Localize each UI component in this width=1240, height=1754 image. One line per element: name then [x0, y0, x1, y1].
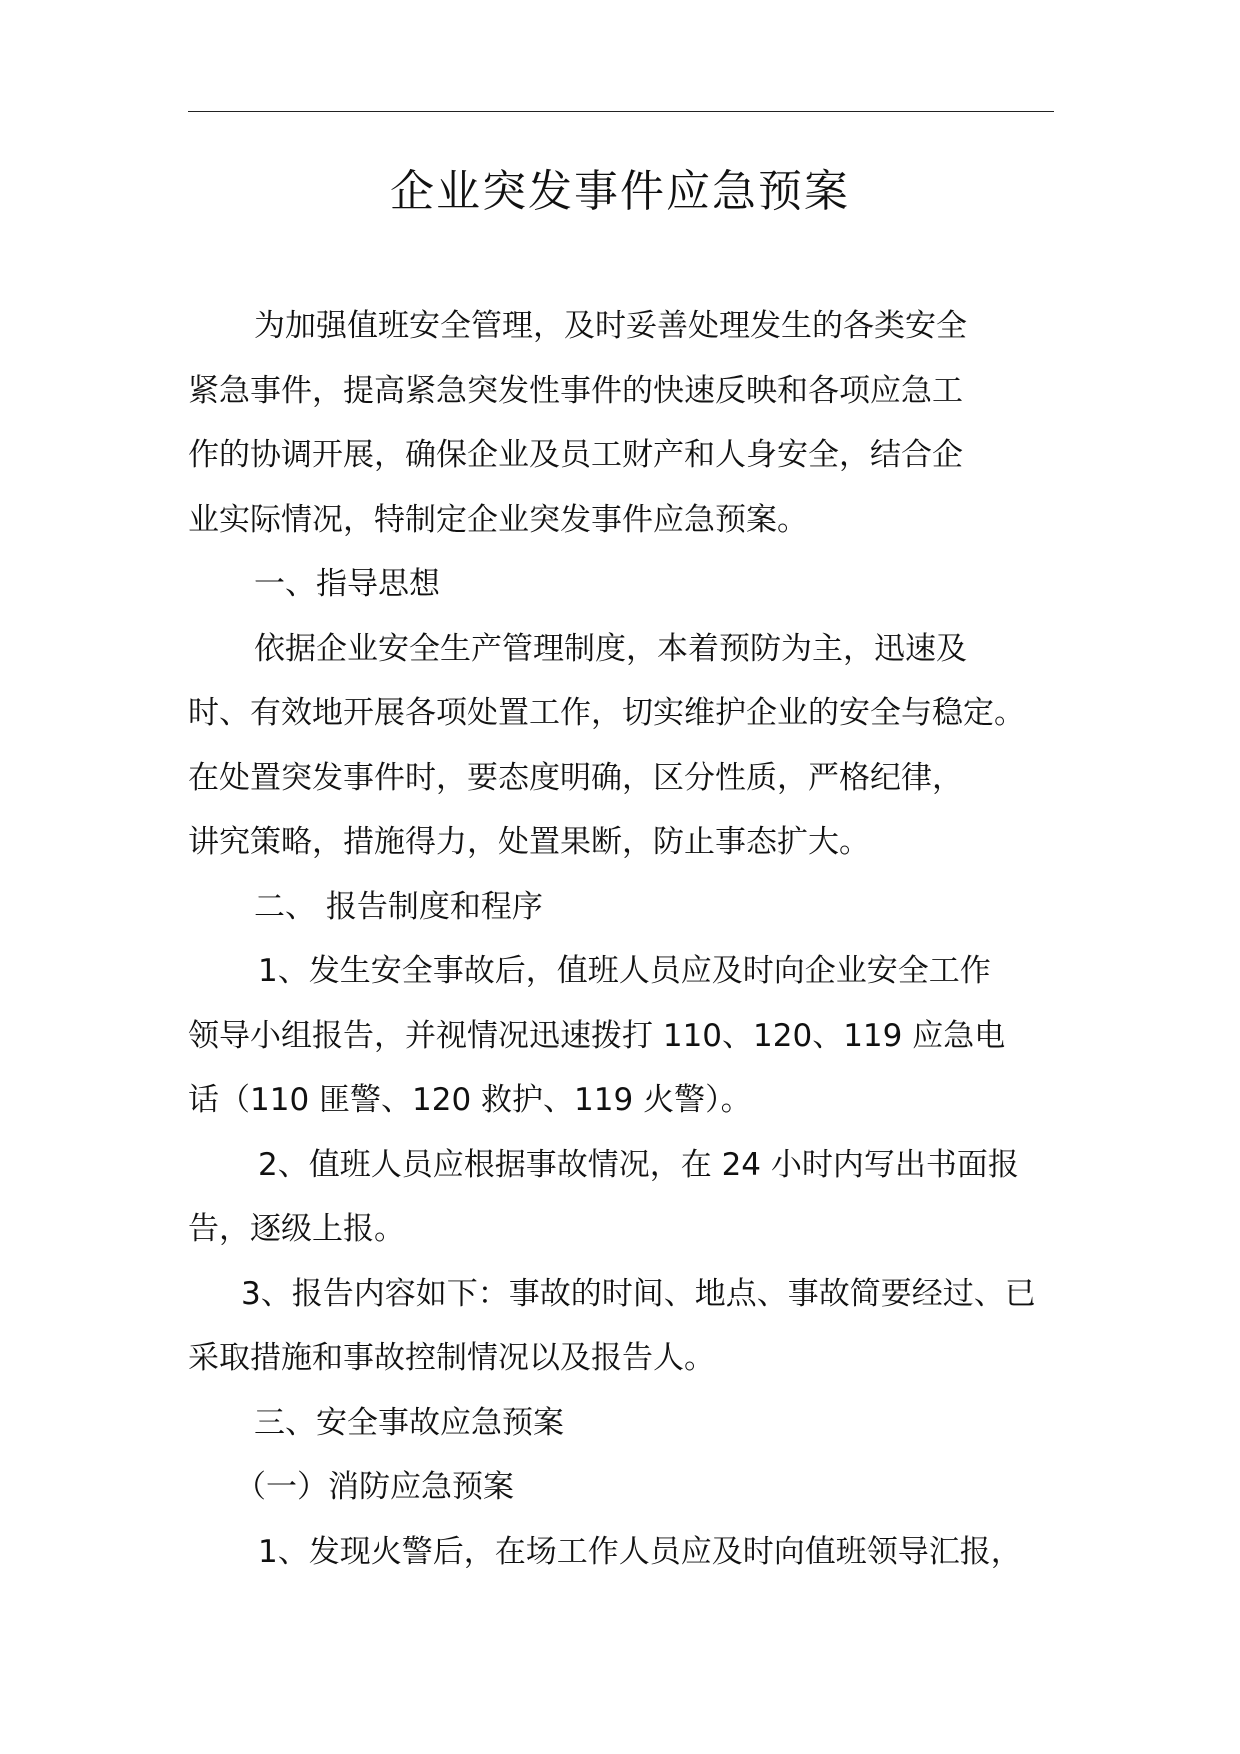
paragraph-line: 3、报告内容如下：事故的时间、地点、事故简要经过、已	[241, 1275, 1036, 1312]
paragraph-line: 紧急事件，提高紧急突发性事件的快速反映和各项应急工	[188, 372, 963, 409]
paragraph-line: 话（110 匪警、120 救护、119 火警）。	[188, 1082, 752, 1118]
paragraph-line: 1、发生安全事故后，值班人员应及时向企业安全工作	[258, 953, 991, 989]
paragraph-line: 为加强值班安全管理，及时妥善处理发生的各类安全	[254, 308, 967, 344]
subsection-heading: （一）消防应急预案	[235, 1469, 514, 1505]
paragraph-line: 2、值班人员应根据事故情况，在 24 小时内写出书面报	[258, 1146, 1019, 1183]
paragraph-line: 业实际情况，特制定企业突发事件应急预案。	[188, 501, 808, 538]
paragraph-line: 领导小组报告，并视情况迅速拨打 110、120、119 应急电	[188, 1017, 1006, 1054]
paragraph-line: 1、发现火警后，在场工作人员应及时向值班领导汇报，	[258, 1533, 1022, 1570]
paragraph-line: 作的协调开展，确保企业及员工财产和人身安全，结合企	[188, 437, 963, 473]
section-heading: 一、指导思想	[254, 566, 440, 602]
paragraph-line: 时、有效地开展各项处置工作，切实维护企业的安全与稳定。	[188, 695, 1025, 731]
document-title: 企业突发事件应急预案	[390, 166, 850, 217]
paragraph-line: 在处置突发事件时，要态度明确，区分性质，严格纪律，	[188, 759, 963, 796]
paragraph-line: 讲究策略，措施得力，处置果断，防止事态扩大。	[188, 824, 870, 860]
paragraph-line: 告，逐级上报。	[188, 1211, 405, 1247]
document-body	[188, 294, 1058, 1584]
header-divider	[188, 111, 1054, 112]
paragraph-line: 采取措施和事故控制情况以及报告人。	[188, 1340, 715, 1376]
paragraph-line: 依据企业安全生产管理制度，本着预防为主，迅速及	[254, 630, 967, 667]
section-heading: 三、安全事故应急预案	[254, 1404, 564, 1441]
section-heading: 二、 报告制度和程序	[254, 888, 543, 925]
